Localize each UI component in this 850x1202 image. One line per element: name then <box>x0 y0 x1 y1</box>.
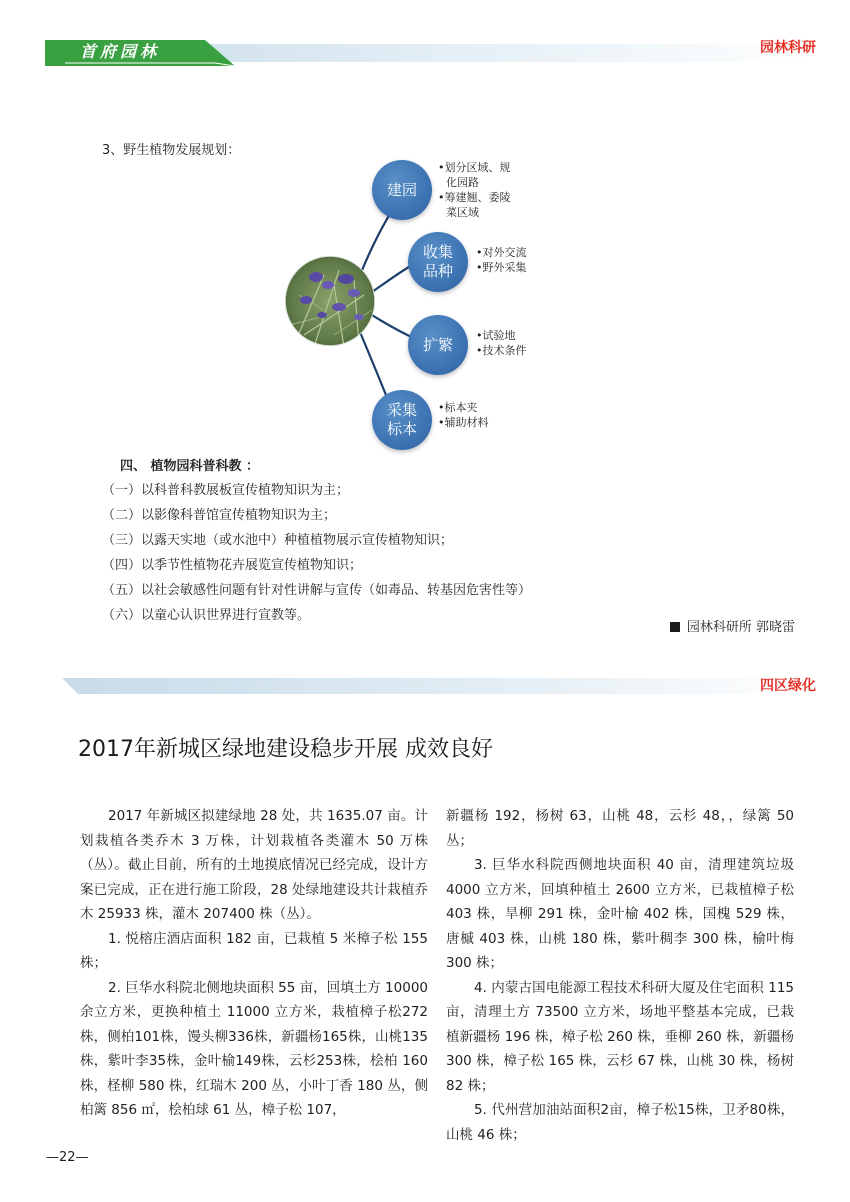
article-left-column <box>80 804 428 1123</box>
list-item: （四）以季节性植物花卉展览宣传植物知识； <box>102 558 363 573</box>
diagram-node-collect-species <box>408 232 468 292</box>
diagram-node-propagation <box>408 315 468 375</box>
section-4-heading: 四、 植物园科普科教 ： <box>120 459 260 474</box>
section-label-top: 园林科研 <box>760 40 816 56</box>
node-label: 扩繁 <box>422 335 453 354</box>
planning-diagram <box>280 150 550 450</box>
list-item: （六）以童心认识世界进行宣教等。 <box>102 608 311 623</box>
bullet: •辅助材料 <box>438 416 489 429</box>
paragraph: 2. 巨华水科院北侧地块面积 55 亩，回填土方 10000 余立方米，更换种植土 11000 立方米，栽植樟子松272株，侧柏101株，馒头柳336株，新疆杨165株，山桃135株，紫叶李35株，金叶榆149株，云杉253株，桧柏 160 株，柽柳 580 株，红瑞木 200 丛，小叶丁香 180 丛，侧柏篱 856 ㎡，桧柏球 61 丛，樟子松 107， <box>80 979 428 1118</box>
bullet: •划分区域、规 <box>438 161 511 174</box>
diagram-node-specimens <box>372 390 432 450</box>
diagram-node-build-garden <box>372 160 432 220</box>
bullet: •对外交流 <box>476 246 527 259</box>
byline-square-icon <box>670 622 680 632</box>
node-1-bullets <box>438 160 511 220</box>
paragraph: 5. 代州营加油站面积2亩，樟子松15株，卫矛80株，山桃 46 株； <box>446 1102 794 1143</box>
masthead-title: 首府园林 <box>80 42 161 61</box>
node-label: 收集品种 <box>422 243 453 280</box>
item-3-heading: 3、野生植物发展规划： <box>102 143 241 158</box>
section-band <box>62 678 814 694</box>
bullet: •试验地 <box>476 329 516 342</box>
node-label: 采集标本 <box>386 401 417 438</box>
list-item: （二）以影像科普馆宣传植物知识为主； <box>102 508 337 523</box>
article-right-column <box>446 804 794 1147</box>
paragraph: 3. 巨华水科院西侧地块面积 40 亩，清理建筑垃圾 4000 立方米，回填种植土 2600 立方米，已栽植樟子松 403 株，旱柳 291 株，金叶榆 402 株，国槐 529 株，唐槭 403 株，山桃 180 株，紫叶稠李 300 株，榆叶梅 300 株； <box>446 857 794 971</box>
bullet: 菜区域 <box>446 206 479 219</box>
list-item: （五）以社会敏感性问题有针对性讲解与宣传（如毒品、转基因危害性等） <box>102 583 532 598</box>
section-label-bottom: 四区绿化 <box>760 678 816 694</box>
paragraph: 新疆杨 192，杨树 63，山桃 48，云杉 48，，绿篱 50 丛； <box>446 808 794 849</box>
node-2-bullets <box>476 245 527 275</box>
node-3-bullets <box>476 328 527 358</box>
paragraph: 1. 悦榕庄酒店面积 182 亩，已栽植 5 米樟子松 155 株； <box>80 930 428 971</box>
node-label: 建园 <box>386 180 417 199</box>
bullet: •野外采集 <box>476 261 527 274</box>
bullet: •标本夹 <box>438 401 478 414</box>
article-title: 2017年新城区绿地建设稳步开展 成效良好 <box>78 737 493 762</box>
page-number: —22— <box>46 1150 89 1165</box>
byline-text: 园林科研所 郭晓雷 <box>686 620 795 635</box>
list-item: （三）以露天实地（或水池中）种植植物展示宣传植物知识； <box>102 533 454 548</box>
node-4-bullets <box>438 400 489 430</box>
list-item: （一）以科普科教展板宣传植物知识为主； <box>102 483 350 498</box>
paragraph: 2017 年新城区拟建绿地 28 处，共 1635.07 亩。计划栽植各类乔木 3 万株，计划栽植各类灌木 50 万株（丛）。截止目前，所有的土地摸底情况已经完成，设计方案已完成，正在进行施工阶段，28 处绿地建设共计栽植乔木 25933 株，灌木 207400 株（丛）。 <box>80 808 428 922</box>
byline <box>670 619 795 637</box>
bullet: •筹建翘、委陵 <box>438 191 511 204</box>
bullet: 化园路 <box>446 176 479 189</box>
bullet: •技术条件 <box>476 344 527 357</box>
paragraph: 4. 内蒙古国电能源工程技术科研大厦及住宅面积 115 亩，清理土方 73500 立方米，场地平整基本完成，已栽植新疆杨 196 株，樟子松 260 株，垂柳 260 株，新疆杨 300 株，樟子松 165 株，云杉 67 株，山桃 30 株，杨树 82 株； <box>446 979 794 1094</box>
wildflower-photo <box>284 255 376 347</box>
